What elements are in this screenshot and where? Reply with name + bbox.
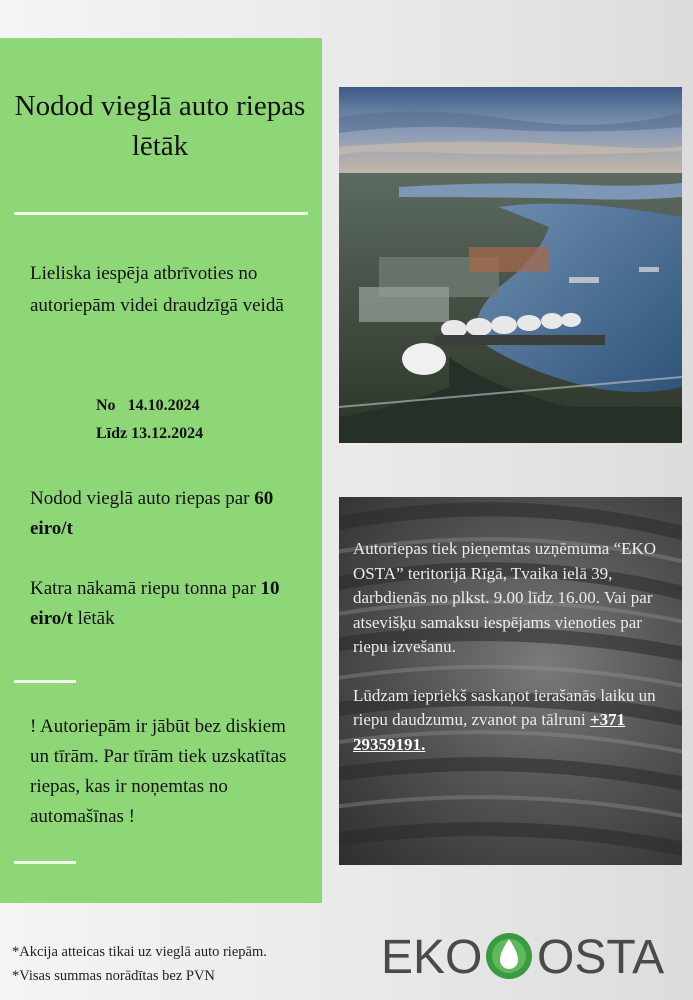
page-title: Nodod vieglā auto riepas lētāk (14, 90, 306, 162)
warning-text: ! Autoriepām ir jābūt bez diskiem un tīrām. Par tīrām tiek uzskatītas riepas, kas ir noņemtas no automašīnas ! (30, 716, 287, 827)
info-paragraph-hours: Autoriepas tiek pieņemtas uzņēmuma “EKO OSTA” teritorijā Rīgā, Tvaika ielā 39, darbdienās no plkst. 9.00 līdz 16.00. Vai par atsevišķu samaksu iespējams vienoties par riepu izvešanu. (353, 539, 657, 656)
port-aerial-photo (339, 87, 682, 443)
bottom-divider (14, 861, 76, 864)
date-from-value: 14.10.2024 (127, 397, 200, 414)
logo-text-osta: OSTA (537, 931, 665, 980)
offer-first-ton-text: Nodod vieglā auto riepas par (30, 488, 255, 509)
date-range (96, 392, 203, 448)
logo-text-eko: EKO (381, 931, 483, 980)
title-divider (14, 212, 308, 215)
date-from (96, 392, 203, 420)
footnote-promo: *Akcija atteicas tikai uz vieglā auto riepām. (12, 944, 267, 960)
offer-next-ton (30, 574, 315, 634)
price-offer (30, 484, 315, 664)
date-from-label: No (96, 397, 116, 414)
info-paragraph-contact (353, 684, 671, 758)
footnote-vat: *Visas summas norādītas bez PVN (12, 968, 215, 984)
intro-text: Lieliska iespēja atbrīvoties no autoriepām videi draudzīgā veidā (30, 263, 284, 316)
offer-next-suffix: lētāk (72, 608, 115, 629)
offer-first-price: 60 eiro/t (30, 488, 274, 539)
info-text (353, 537, 671, 781)
water-drop-icon (486, 933, 532, 979)
offer-first-ton (30, 484, 315, 544)
info-box (339, 497, 682, 865)
contact-text: Lūdzam iepriekš saskaņot ierašanās laiku un riepu daudzumu, zvanot pa tālruni (353, 685, 656, 729)
offer-next-ton-text: Katra nākamā riepu tonna par (30, 578, 261, 599)
phone-link[interactable]: +371 29359191. (353, 710, 626, 754)
eko-osta-logo (381, 930, 671, 980)
section-divider (14, 680, 76, 683)
footnotes (12, 940, 267, 988)
date-to (96, 420, 203, 448)
offer-next-price: 10 eiro/t (30, 578, 280, 629)
date-to-label: Līdz (96, 425, 128, 442)
date-to-value: 13.12.2024 (131, 425, 204, 442)
